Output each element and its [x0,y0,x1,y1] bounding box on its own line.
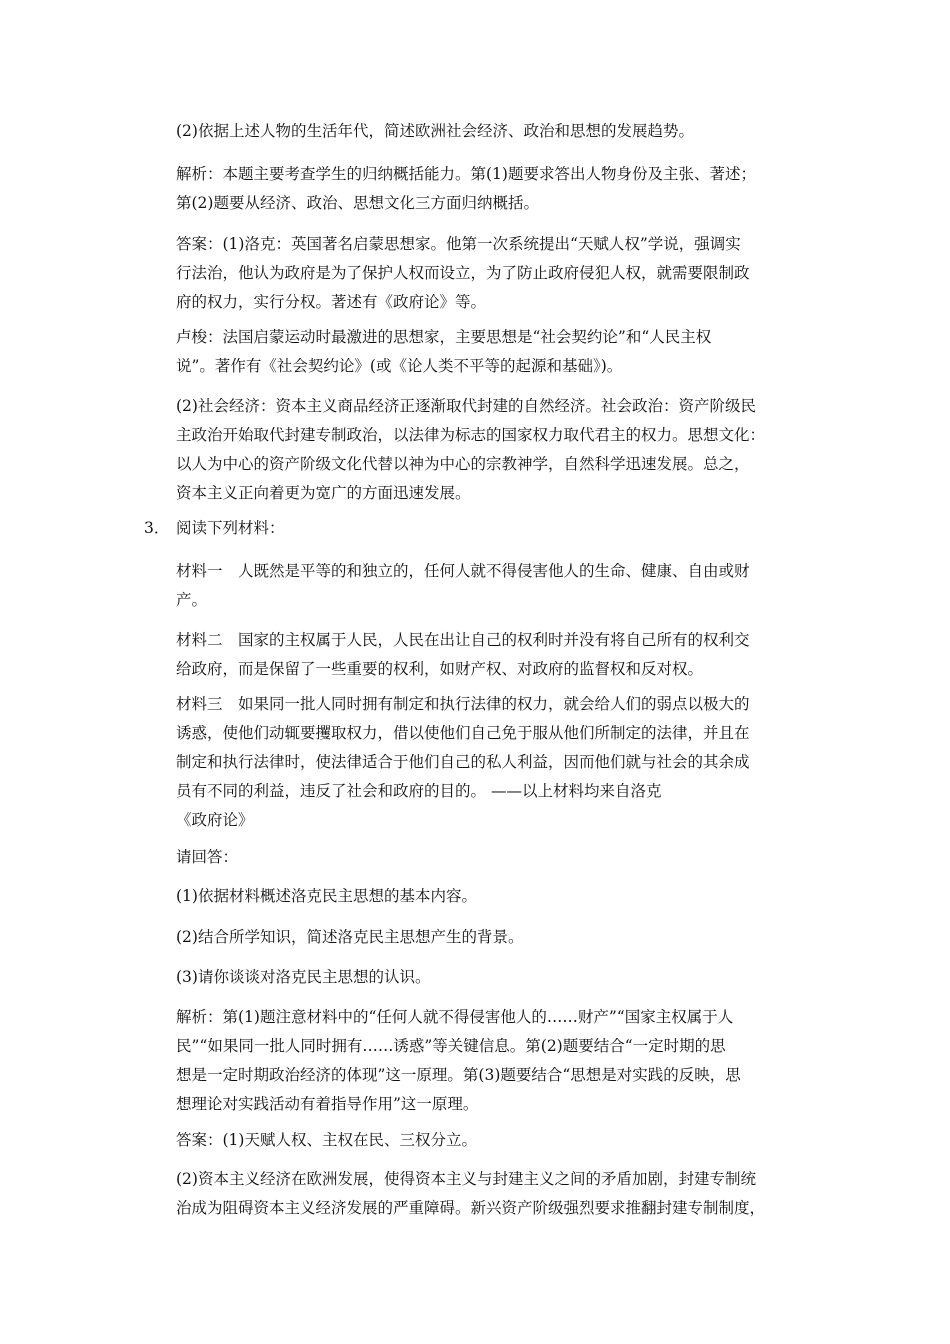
question-3-part-2: (2)结合所学知识，简述洛克民主思想产生的背景。 [176,928,524,946]
please-answer: 请回答： [176,848,239,866]
answer-paragraph-1: 答案：(1)洛克：英国著名启蒙思想家。他第一次系统提出“天赋人权”学说，强调实 行法治，他认为政府是为了保护人权而设立，为了防止政府侵犯人权，就需要限制政 府的权力，实行分权。著述有《政府论》等。 [176,235,750,311]
analysis-paragraph-1: 解析：本题主要考查学生的归纳概括能力。第(1)题要求答出人物身份及主张、著述； 第(2)题要从经济、政治、思想文化三方面归纳概括。 [176,165,756,212]
analysis-paragraph-3: 解析：第(1)题注意材料中的“任何人就不得侵害他人的……财产”“国家主权属于人 民”“如果同一批人同时拥有……诱惑”等关键信息。第(2)题要结合“一定时期的思 想是一定时期政治经济的体现”这一原理。第(3)题要结合“思想是对实践的反映，思 想理论对实践活动有着指导作用”这一原理。 [176,1008,741,1113]
question-3-title: 阅读下列材料： [176,519,285,537]
answer-paragraph-2: (2)社会经济：资本主义商品经济正逐渐取代封建的自然经济。社会政治：资产阶级民 主政治开始取代封建专制政治，以法律为标志的国家权力取代君主的权力。思想文化： 以人为中心的资产阶级文化代替以神为中心的宗教神学，自然科学迅速发展。总之， 资本主义正向着更为宽广的方面迅速发展。 [176,397,766,502]
material-source-book: 《政府论》 [176,811,254,829]
question-3-part-3: (3)请你谈谈对洛克民主思想的认识。 [176,968,431,986]
material-1: 材料一 人既然是平等的和独立的，任何人就不得侵害他人的生命、健康、自由或财 产。 [176,562,750,609]
answer-paragraph-3-part-2: (2)资本主义经济在欧洲发展，使得资本主义与封建主义之间的矛盾加剧，封建专制统 治成为阻碍资本主义经济发展的严重障碍。新兴资产阶级强烈要求推翻封建专制制度， [176,1170,766,1217]
question-3-number: 3． [144,519,170,537]
material-source: ——以上材料均来自洛克 [490,782,662,800]
material-2: 材料二 国家的主权属于人民，人民在出让自己的权利时并没有将自己所有的权利交 给政府，而是保留了一些重要的权利，如财产权、对政府的监督权和反对权。 [176,631,750,678]
question-3-part-1: (1)依据材料概述洛克民主思想的基本内容。 [176,887,477,905]
material-3: 材料三 如果同一批人同时拥有制定和执行法律的权力，就会给人们的弱点以极大的 诱惑，使他们动辄要攫取权力，借以使他们自己免于服从他们所制定的法律，并且在 制定和执行法律时，使法律适合于他们自己的私人利益，因而他们就与社会的其余成 员有不同的利益，违反了社会和政府的目的。 ——以上材料均来自洛克 《政府论》 [176,690,808,835]
answer-paragraph-3: 答案：(1)天赋人权、主权在民、三权分立。 [176,1131,477,1149]
rousseau-paragraph: 卢梭：法国启蒙运动时最激进的思想家，主要思想是“社会契约论”和“人民主权 说”。著作有《社会契约论》(或《论人类不平等的起源和基础》)。 [176,328,712,375]
material-3-source-line: 员有不同的利益，违反了社会和政府的目的。 ——以上材料均来自洛克 [176,782,662,800]
question-2-part-2: (2)依据上述人物的生活年代，简述欧洲社会经济、政治和思想的发展趋势。 [176,122,694,140]
